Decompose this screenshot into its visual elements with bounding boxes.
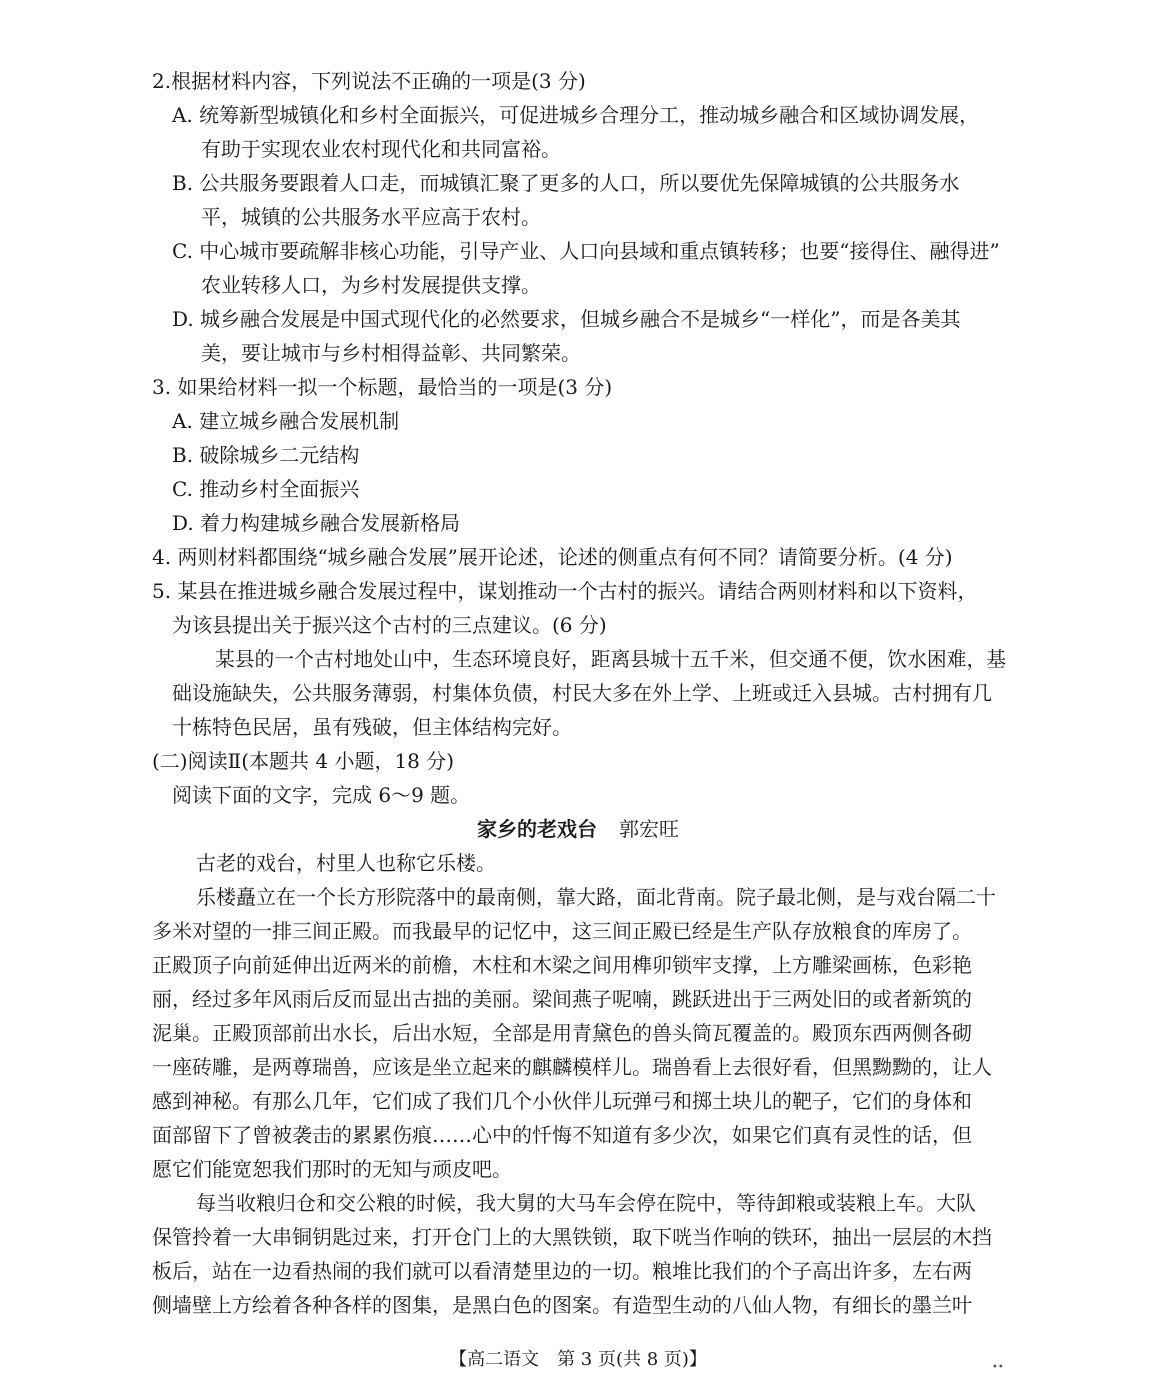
q5-stem: 5. 某县在推进城乡融合发展过程中，谋划推动一个古村的振兴。请结合两则材料和以下资料， — [152, 579, 978, 603]
article-line: 泥巢。正殿顶部前出水长，后出水短，全部是用青黛色的兽头筒瓦覆盖的。殿顶东西两侧各砌 — [152, 1021, 972, 1045]
q2-option-c-cont: 农业转移人口，为乡村发展提供支撑。 — [201, 273, 541, 297]
q2-stem: 2.根据材料内容，下列说法不正确的一项是(3 分) — [152, 69, 586, 93]
q3-option-c: C. 推动乡村全面振兴 — [172, 477, 360, 501]
article-line: 多米对望的一排三间正殿。而我最早的记忆中，这三间正殿已经是生产队存放粮食的库房了。 — [152, 919, 972, 943]
section-heading: (二)阅读Ⅱ(本题共 4 小题，18 分) — [152, 749, 455, 773]
q2-option-d: D. 城乡融合发展是中国式现代化的必然要求，但城乡融合不是城乡“一样化”，而是各美其 — [172, 307, 961, 331]
q2-option-b-cont: 平，城镇的公共服务水平应高于农村。 — [201, 205, 541, 229]
page-footer: 【高二语文 第 3 页(共 8 页)】 — [449, 1349, 707, 1370]
article-line: 保管拎着一大串铜钥匙过来，打开仓门上的大黑铁锁，取下咣当作响的铁环，抽出一层层的木挡 — [152, 1225, 992, 1249]
article-line: 板后，站在一边看热闹的我们就可以看清楚里边的一切。粮堆比我们的个子高出许多，左右两 — [152, 1259, 972, 1283]
q2-option-a: A. 统筹新型城镇化和乡村全面振兴，可促进城乡合理分工，推动城乡融合和区域协调发展， — [172, 103, 980, 127]
q3-option-b: B. 破除城乡二元结构 — [172, 443, 360, 467]
q2-option-c: C. 中心城市要疏解非核心功能，引导产业、人口向县域和重点镇转移；也要“接得住、融得进” — [172, 239, 1000, 263]
article-line: 古老的戏台，村里人也称它乐楼。 — [196, 851, 496, 875]
q5-material-line: 础设施缺失，公共服务薄弱，村集体负债，村民大多在外上学、上班或迁入县城。古村拥有几 — [172, 681, 992, 705]
article-line: 每当收粮归仓和交公粮的时候，我大舅的大马车会停在院中，等待卸粮或装粮上车。大队 — [196, 1191, 976, 1215]
article-line: 愿它们能宽恕我们那时的无知与顽皮吧。 — [152, 1157, 512, 1181]
article-line: 正殿顶子向前延伸出近两米的前檐，木柱和木梁之间用榫卯锁牢支撑，上方雕梁画栋，色彩艳 — [152, 953, 972, 977]
q5-material-line: 十栋特色民居，虽有残破，但主体结构完好。 — [172, 715, 572, 739]
q5-material-line: 某县的一个古村地处山中，生态环境良好，距离县城十五千米，但交通不便，饮水困难，基 — [215, 647, 1007, 671]
article-author: 郭宏旺 — [619, 817, 679, 841]
article-title-line — [0, 812, 1156, 846]
q3-stem: 3. 如果给材料一拟一个标题，最恰当的一项是(3 分) — [152, 375, 613, 399]
article-line: 侧墙壁上方绘着各种各样的图集，是黑白色的图案。有造型生动的八仙人物，有细长的墨兰叶 — [152, 1293, 972, 1317]
article-line: 面部留下了曾被袭击的累累伤痕……心中的忏悔不知道有多少次，如果它们真有灵性的话，但 — [152, 1123, 972, 1147]
q2-option-a-cont: 有助于实现农业农村现代化和共同富裕。 — [201, 137, 561, 161]
section-instruction: 阅读下面的文字，完成 6～9 题。 — [172, 783, 471, 807]
q3-option-d: D. 着力构建城乡融合发展新格局 — [172, 511, 461, 535]
article-line: 感到神秘。有那么几年，它们成了我们几个小伙伴儿玩弹弓和掷土块儿的靶子，它们的身体和 — [152, 1089, 972, 1113]
article-line: 丽，经过多年风雨后反而显出古拙的美丽。梁间燕子呢喃，跳跃进出于三两处旧的或者新筑的 — [152, 987, 972, 1011]
article-line: 乐楼矗立在一个长方形院落中的最南侧，靠大路，面北背南。院子最北侧，是与戏台隔二十 — [196, 885, 996, 909]
article-line: 一座砖雕，是两尊瑞兽，应该是坐立起来的麒麟模样儿。瑞兽看上去很好看，但黑黝黝的，让人 — [152, 1055, 992, 1079]
q4-stem: 4. 两则材料都围绕“城乡融合发展”展开论述，论述的侧重点有何不同？请简要分析。(4 分) — [152, 545, 953, 569]
q2-option-b: B. 公共服务要跟着人口走，而城镇汇聚了更多的人口，所以要优先保障城镇的公共服务水 — [172, 171, 960, 195]
q2-option-d-cont: 美，要让城市与乡村相得益彰、共同繁荣。 — [201, 341, 581, 365]
q5-stem-cont: 为该县提出关于振兴这个古村的三点建议。(6 分) — [172, 613, 607, 637]
corner-mark: •• — [992, 1362, 1004, 1373]
article-title: 家乡的老戏台 — [477, 817, 597, 841]
q3-option-a: A. 建立城乡融合发展机制 — [172, 409, 400, 433]
